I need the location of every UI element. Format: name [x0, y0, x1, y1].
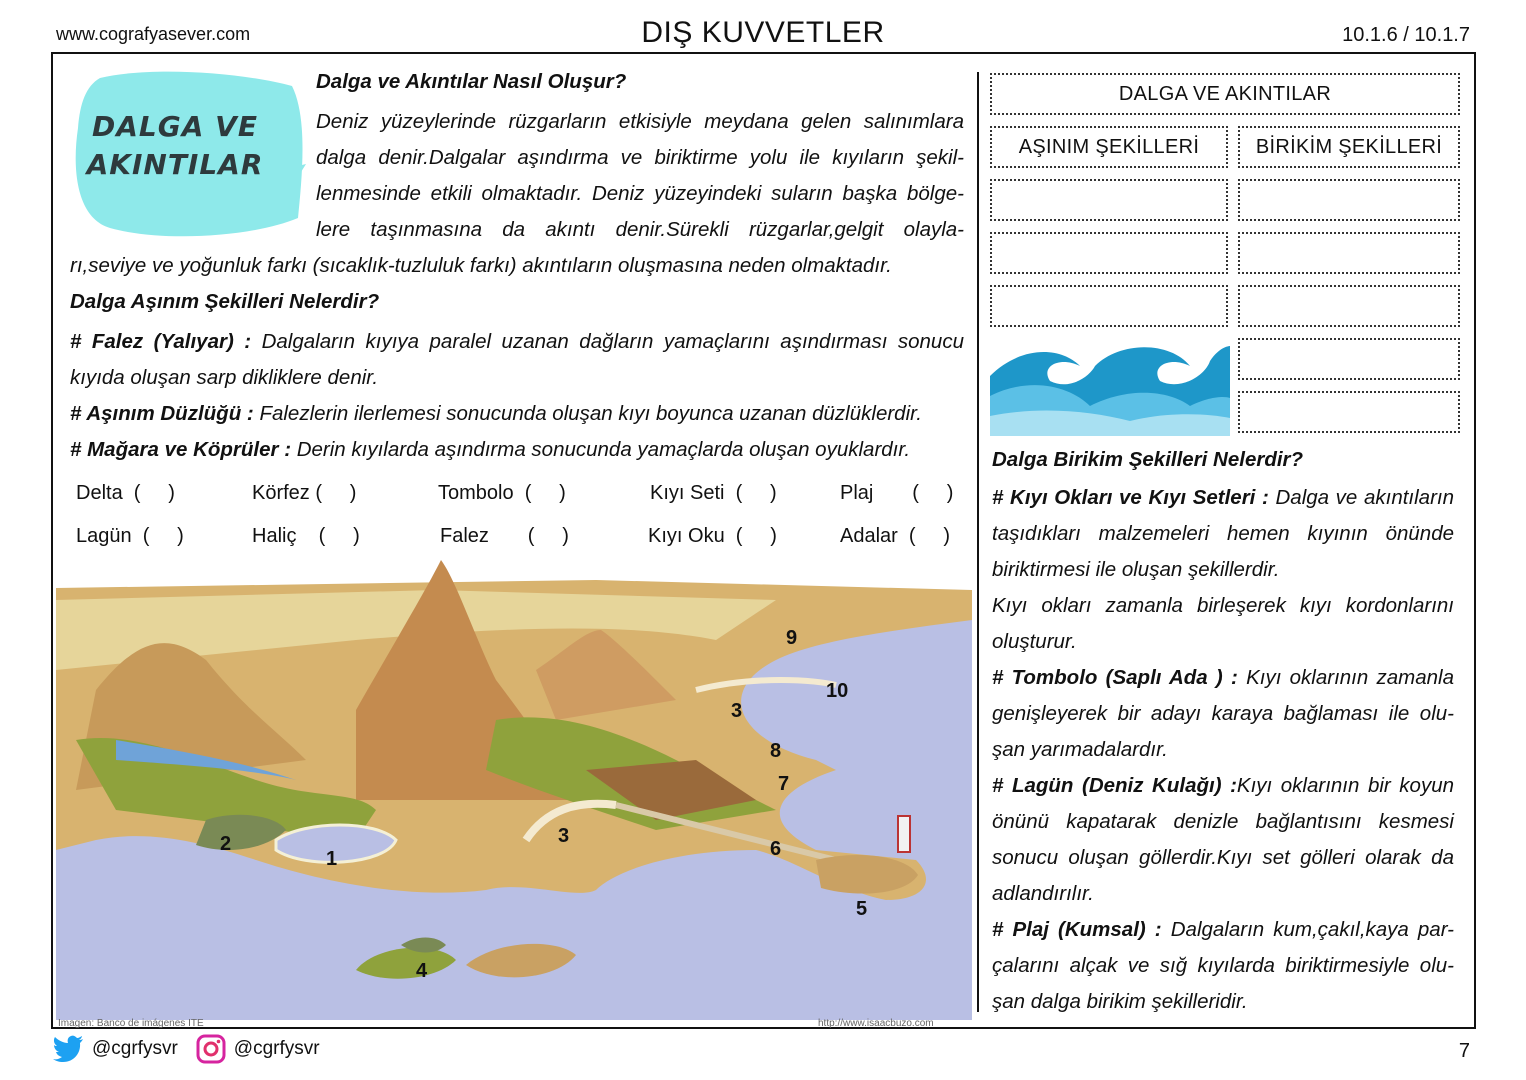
label-4: 4 [416, 960, 428, 982]
intro-line-5: rı,seviye ve yoğunluk farkı (sıcaklık-tuzluluk farkı) akıntıların oluşmasına neden olmaktadır. [70, 254, 892, 277]
intro-heading: Dalga ve Akıntılar Nasıl Oluşur? [316, 70, 627, 93]
answer-tombolo[interactable]: Tombolo ( ) [438, 482, 566, 504]
answer-halic[interactable]: Haliç ( ) [252, 525, 360, 547]
label-1: 1 [326, 848, 338, 870]
twitter-handle[interactable]: @cgrfysvr [92, 1038, 178, 1059]
label-9: 9 [786, 627, 798, 649]
lagun-text-1: Kıyı oklarının bir koyun [1236, 774, 1454, 797]
falez-line-2: kıyıda oluşan sarp dikliklere denir. [70, 366, 379, 389]
answer-lagun[interactable]: Lagün ( ) [76, 525, 184, 547]
kordon-line-2: oluşturur. [992, 630, 1077, 653]
erosion-blank-1[interactable] [990, 179, 1228, 221]
duzluk-term: # Aşınım Düzlüğü : [70, 402, 254, 425]
label-10: 10 [826, 680, 849, 702]
image-credit-left: Imagen: Banco de imágenes ITE [58, 1018, 204, 1029]
site-url: www.cografyasever.com [56, 24, 251, 44]
answer-delta[interactable]: Delta ( ) [76, 482, 175, 504]
magara-line [70, 432, 970, 468]
answer-adalar[interactable]: Adalar ( ) [840, 525, 951, 547]
plaj-term: # Plaj (Kumsal) : [992, 918, 1162, 941]
column-divider [977, 72, 979, 1012]
intro-line-4: lere taşınmasına da akıntı denir.Sürekli rüzgarlar,gelgit olayla- [316, 218, 964, 241]
deposition-heading: Dalga Birikim Şekilleri Nelerdir? [992, 448, 1304, 471]
label-2: 2 [220, 833, 232, 855]
falez-term: # Falez (Yalıyar) : [70, 330, 252, 353]
label-3b: 3 [731, 700, 743, 722]
erosion-blank-2[interactable] [990, 232, 1228, 274]
plaj-line-1 [992, 912, 1454, 948]
col-deposition-label: BİRİKİM ŞEKİLLERİ [1255, 135, 1443, 158]
erosion-heading: Dalga Aşınım Şekilleri Nelerdir? [70, 290, 380, 313]
intro-line-3: lenmesinde etkili olmaktadır. Deniz yüzeyindeki suların başka bölge- [316, 182, 964, 205]
table-title: DALGA VE AKINTILAR [1118, 82, 1332, 105]
oklar-line-3: biriktirmesi ile oluşan şekillerdir. [992, 558, 1280, 581]
coastal-landforms-illustration [56, 560, 972, 1020]
lagun-line-4: adlandırılır. [992, 882, 1094, 905]
lagun-line-2: önünü kapatarak denizle bağlantısını kesmesi [992, 810, 1454, 833]
plaj-line-2: çalarını alçak ve sığ kıyılarda biriktirmesiyle olu- [992, 954, 1454, 977]
badge-title [80, 108, 270, 184]
tombolo-line-1 [992, 660, 1454, 696]
label-8: 8 [770, 740, 782, 762]
oklar-line-2: taşıdıkları malzemeleri hemen kıyının önünde [992, 522, 1454, 545]
deposition-blank-3[interactable] [1238, 285, 1460, 327]
plaj-line-3: şan dalga birikim şekilleridir. [992, 990, 1248, 1013]
answer-korfez[interactable]: Körfez ( ) [252, 482, 357, 504]
wave-icon [990, 336, 1230, 436]
label-6: 6 [770, 838, 782, 860]
badge-line-1: DALGA VE [92, 110, 258, 143]
duzluk-line [70, 396, 970, 432]
instagram-handle[interactable]: @cgrfysvr [233, 1038, 320, 1059]
tombolo-text-1: Kıyı oklarının zamanla [1246, 666, 1454, 689]
label-7: 7 [778, 773, 790, 795]
plaj-text-1: Dalgaların kum,çakıl,kaya par- [1170, 918, 1454, 941]
col-deposition-header [1238, 126, 1460, 168]
page-number: 7 [1458, 1040, 1470, 1062]
oklar-term: # Kıyı Okları ve Kıyı Setleri : [992, 486, 1269, 509]
label-3a: 3 [558, 825, 570, 847]
duzluk-text: Falezlerin ilerlemesi sonucunda oluşan kıyı boyunca uzanan düzlüklerdir. [259, 402, 922, 425]
twitter-icon[interactable] [52, 1035, 84, 1063]
deposition-blank-4[interactable] [1238, 338, 1460, 380]
tombolo-line-3: şan yarımadalardır. [992, 738, 1168, 761]
deposition-blank-5[interactable] [1238, 391, 1460, 433]
answer-falez[interactable]: Falez ( ) [440, 525, 569, 547]
magara-text: Derin kıyılarda aşındırma sonucunda yamaçlarda oluşan oyuklardır. [296, 438, 911, 461]
oklar-line-1 [992, 480, 1454, 516]
col-erosion-label: AŞINIM ŞEKİLLERİ [1018, 135, 1200, 158]
intro-line-1: Deniz yüzeylerinde rüzgarların etkisiyle meydana gelen salınımlara [316, 110, 964, 133]
tombolo-line-2: genişleyerek bir adayı karaya bağlaması ile olu- [992, 702, 1454, 725]
badge-line-2: AKINTILAR [86, 148, 264, 181]
image-credit-right[interactable]: http://www.isaacbuzo.com [818, 1018, 934, 1029]
deposition-blank-2[interactable] [1238, 232, 1460, 274]
lagun-line-1 [992, 768, 1454, 804]
intro-line-2: dalga denir.Dalgalar aşındırma ve biriktirme yolu ile kıyıların şekil- [316, 146, 964, 169]
falez-line-1 [70, 324, 964, 360]
lagun-line-3: sonucu oluşan göllerdir.Kıyı set gölleri olarak da [992, 846, 1454, 869]
erosion-blank-3[interactable] [990, 285, 1228, 327]
table-title-box [990, 73, 1460, 115]
oklar-text-1: Dalga ve akıntıların [1275, 486, 1454, 509]
answer-plaj[interactable]: Plaj ( ) [840, 482, 954, 504]
lighthouse [898, 816, 910, 852]
col-erosion-header [990, 126, 1228, 168]
page-title: DIŞ KUVVETLER [641, 16, 885, 49]
magara-term: # Mağara ve Köprüler : [70, 438, 292, 461]
label-5: 5 [856, 898, 868, 920]
falez-text-1: Dalgaların kıyıya paralel uzanan dağların yamaçlarını aşındırması sonucu [261, 330, 964, 353]
answer-kiyi-oku[interactable]: Kıyı Oku ( ) [648, 525, 777, 547]
kordon-line-1: Kıyı okları zamanla birleşerek kıyı kordonlarını [992, 594, 1454, 617]
deposition-blank-1[interactable] [1238, 179, 1460, 221]
answer-kiyi-seti[interactable]: Kıyı Seti ( ) [650, 482, 777, 504]
social-footer [52, 1034, 320, 1064]
tombolo-term: # Tombolo (Saplı Ada ) : [992, 666, 1238, 689]
lagun-term: # Lagün (Deniz Kulağı) : [992, 774, 1237, 797]
instagram-icon[interactable] [196, 1034, 226, 1064]
curriculum-code: 10.1.6 / 10.1.7 [1342, 24, 1470, 46]
